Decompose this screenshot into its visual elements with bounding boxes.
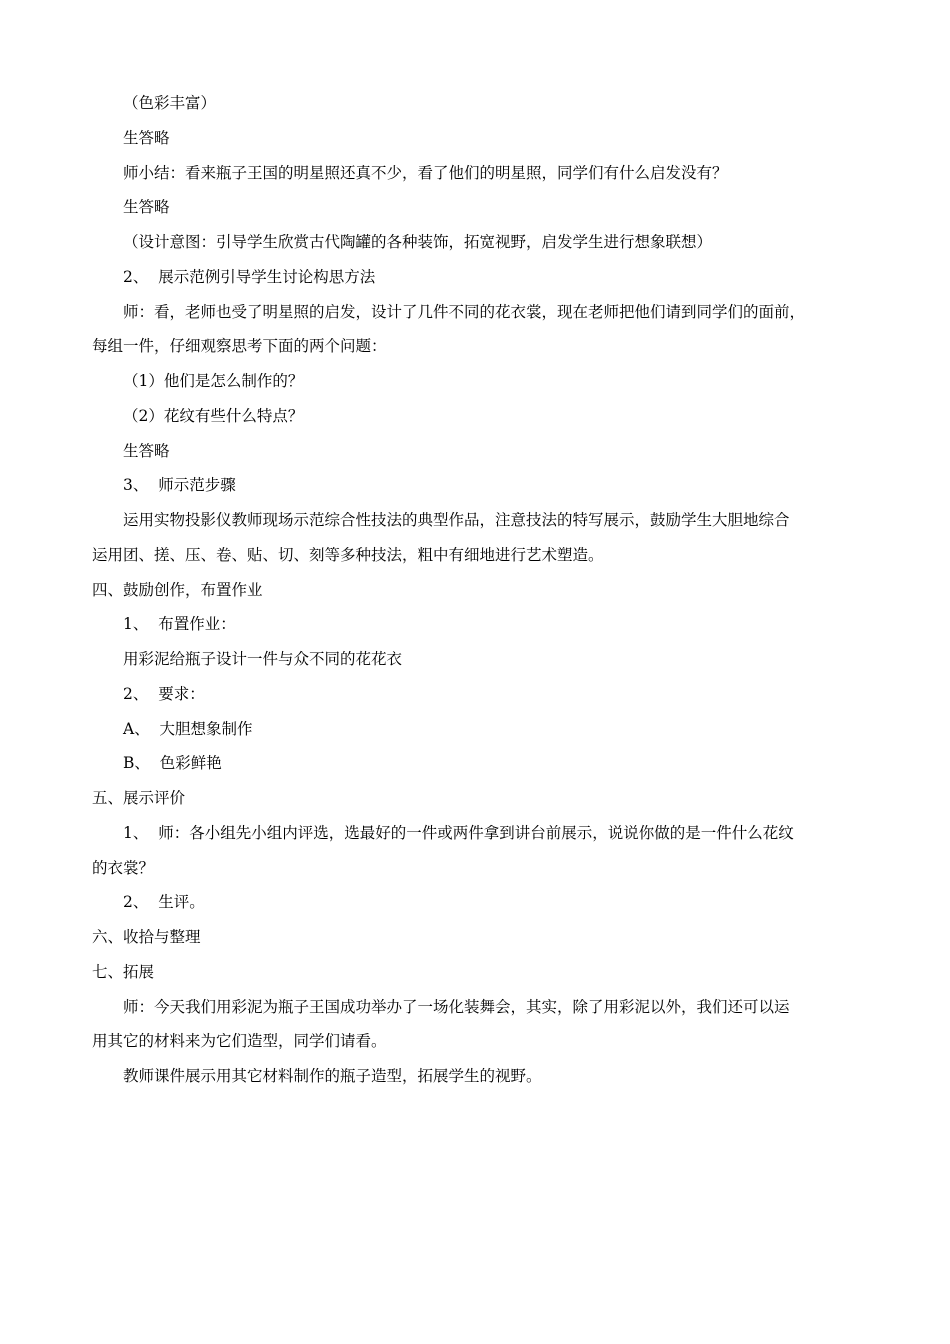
text-line: （2）花纹有些什么特点？ xyxy=(123,406,304,425)
text-line: 师：今天我们用彩泥为瓶子王国成功举办了一场化装舞会，其实，除了用彩泥以外，我们还可以运 xyxy=(123,997,790,1016)
text-line: （设计意图：引导学生欣赏古代陶罐的各种装饰，拓宽视野，启发学生进行想象联想） xyxy=(123,233,713,251)
text-line: （1）他们是怎么制作的？ xyxy=(123,372,304,390)
text-line: 每组一件，仔细观察思考下面的两个问题： xyxy=(92,337,387,356)
text-line: 教师课件展示用其它材料制作的瓶子造型，拓展学生的视野。 xyxy=(123,1067,542,1085)
text-line: 用其它的材料来为它们造型，同学们请看。 xyxy=(92,1032,387,1051)
text-line: 3、 师示范步骤 xyxy=(123,476,236,495)
text-line: 用彩泥给瓶子设计一件与众不同的花花衣 xyxy=(123,650,403,668)
text-line: 2、 生评。 xyxy=(123,893,205,912)
document-body xyxy=(92,90,882,1098)
text-line: 五、展示评价 xyxy=(92,789,186,807)
text-line: 2、 要求： xyxy=(123,684,205,703)
text-line: 师小结：看来瓶子王国的明星照还真不少，看了他们的明星照，同学们有什么启发没有？ xyxy=(123,163,728,182)
text-line: 四、鼓励创作，布置作业 xyxy=(92,580,263,599)
text-line: 2、 展示范例引导学生讨论构思方法 xyxy=(123,267,376,286)
text-line: 1、 师：各小组先小组内评选，选最好的一件或两件拿到讲台前展示，说说你做的是一件什么花纹 xyxy=(123,823,794,842)
text-line: （色彩丰富） xyxy=(123,94,217,112)
text-line: 师：看，老师也受了明星照的启发，设计了几件不同的花衣裳，现在老师把他们请到同学们的面前， xyxy=(123,302,806,321)
text-line: 的衣裳？ xyxy=(92,858,155,877)
text-line: 生答略 xyxy=(123,128,170,147)
text-line: B、 色彩鲜艳 xyxy=(123,754,222,773)
text-line: 六、收拾与整理 xyxy=(92,928,201,946)
text-line: 运用实物投影仪教师现场示范综合性技法的典型作品，注意技法的特写展示，鼓励学生大胆地综合 xyxy=(123,511,790,529)
text-line: 运用团、搓、压、卷、贴、切、刻等多种技法，粗中有细地进行艺术塑造。 xyxy=(92,545,604,564)
text-line: 生答略 xyxy=(123,198,170,217)
text-line: 1、 布置作业： xyxy=(123,615,236,634)
text-line: A、 大胆想象制作 xyxy=(123,719,253,738)
text-line: 七、拓展 xyxy=(92,962,155,981)
text-line: 生答略 xyxy=(123,441,170,460)
